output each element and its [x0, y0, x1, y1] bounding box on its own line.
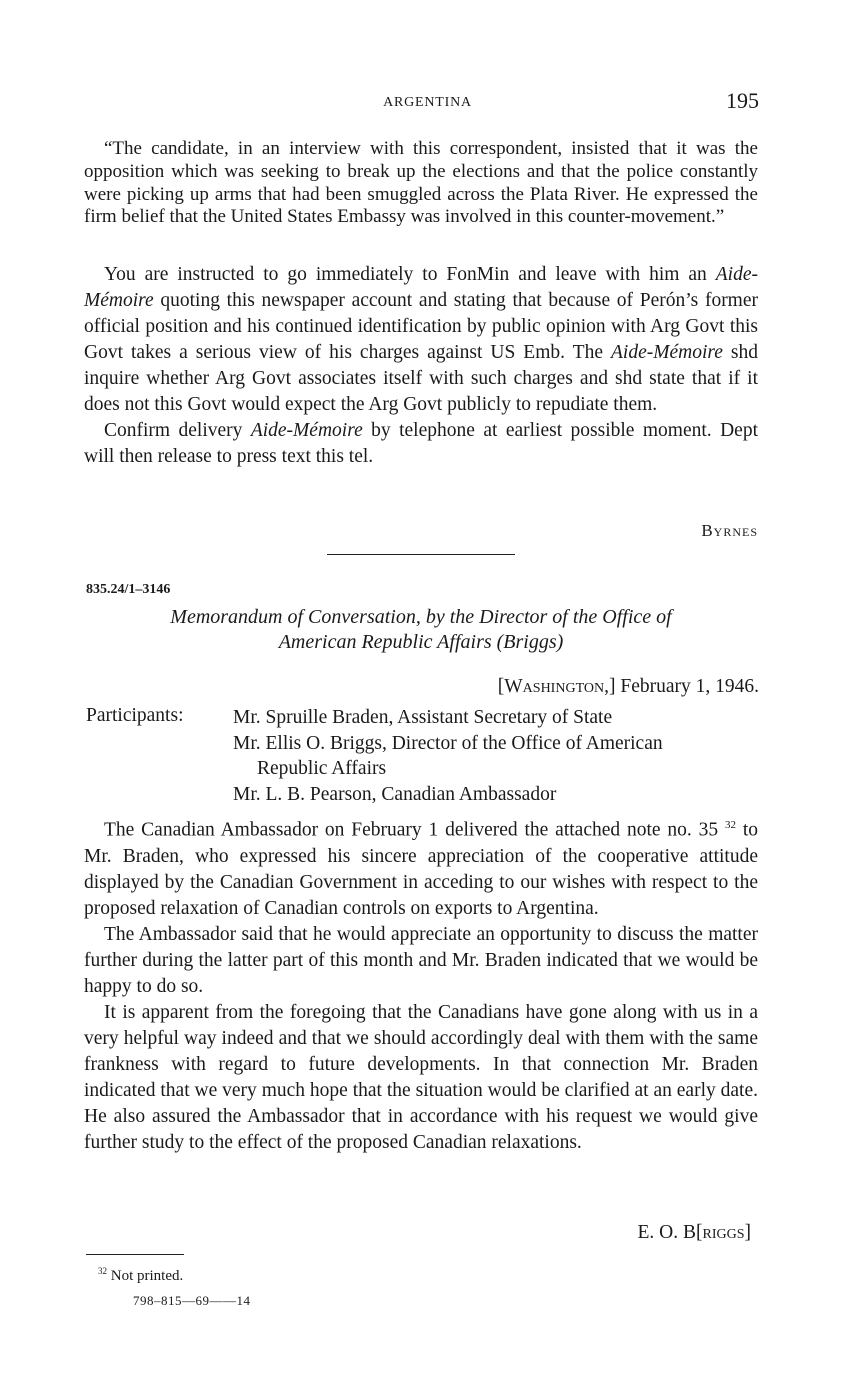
participants-label: Participants: [86, 705, 184, 726]
memo-text: to Mr. Braden, who expressed his sincere appreciation of the cooperative attitude displayed by the Canadian Government in acceding to our wishes with respect to the proposed relaxation of Canadian controls on exports to Argentina. [84, 819, 759, 919]
instruction-text: You are instructed to go immediately to FonMin and leave with him an [104, 264, 716, 285]
footnote-text: Not printed. [107, 1268, 184, 1284]
aide-memoire-term: Aide-Mémoire [84, 264, 758, 311]
participant-item: Mr. Spruille Braden, Assistant Secretary of State [233, 707, 613, 728]
memo-body [84, 812, 758, 1156]
footnote [98, 1266, 183, 1285]
dateline [498, 676, 759, 698]
memo-paragraph-1 [84, 812, 758, 922]
dateline-place: [Washington,] [497, 676, 616, 697]
dateline-date: February 1, 1946. [615, 676, 759, 697]
instruction-text: shd inquire whether Arg Govt associates itself with such charges and shd state that if it does not this Govt would expect the Arg Govt publicly to repudiate them. [84, 342, 758, 415]
telegram-instructions [84, 262, 758, 470]
memo-title-line-1: Memorandum of Conversation, by the Director of the Office of [170, 606, 672, 628]
memo-text: The Canadian Ambassador on February 1 delivered the attached note no. 35 [104, 819, 725, 841]
section-divider [327, 554, 515, 555]
footnote-marker: 32 [98, 1266, 107, 1276]
footnote-reference[interactable]: 32 [724, 819, 736, 831]
participant-item: Mr. L. B. Pearson, Canadian Ambassador [233, 783, 557, 805]
quoted-newspaper-paragraph [84, 138, 758, 229]
instruction-text: quoting this newspaper account and stating that because of Perón’s former official position and his continued identification by public opinion with Arg Govt this Govt takes a serious view of his charges against US Emb. The [84, 290, 758, 363]
aide-memoire-term: Aide-Mémoire [610, 342, 723, 363]
signature-briggs [638, 1222, 752, 1244]
participants-list [233, 705, 758, 807]
memo-paragraph-2: The Ambassador said that he would appreciate an opportunity to discuss the matter further during the latter part of this month and Mr. Braden indicated that we would be happy to do so. [84, 923, 758, 997]
confirm-text: Confirm delivery [104, 420, 251, 441]
file-number: 835.24/1–3146 [86, 582, 171, 597]
confirm-text: by telephone at earliest possible moment. Dept will then release to press text this tel. [84, 420, 759, 467]
participant-item: Republic Affairs [257, 758, 387, 779]
signature-initials: E. O. B [637, 1222, 696, 1243]
print-code: 798–815—69——14 [133, 1293, 251, 1308]
running-head: ARGENTINA [383, 95, 472, 110]
memo-title [84, 605, 758, 655]
quote-text: “The candidate, in an interview with this correspondent, insisted that it was the opposition which was seeking to break up the elections and that the police constantly were picking up arms that had been smuggled across the Plata River. He expressed the firm belief that the United States Embassy was involved in this counter-movement.” [84, 138, 758, 228]
memo-paragraph-3: It is apparent from the foregoing that the Canadians have gone along with us in a very helpful way indeed and that we should accordingly deal with them with the same frankness with regard to future developments. In that connection Mr. Braden indicated that we very much hope that the situation would be clarified at an early date. He also assured the Ambassador that in accordance with his request we would give further study to the effect of the proposed Canadian relaxations. [84, 1001, 758, 1153]
confirm-paragraph [84, 418, 758, 470]
aide-memoire-term: Aide-Mémoire [250, 420, 363, 441]
page-number: 195 [726, 88, 759, 113]
signature-rest: [riggs] [696, 1222, 751, 1243]
signature-byrnes: Byrnes [701, 521, 758, 540]
participant-item: Mr. Ellis O. Briggs, Director of the Office of American [233, 732, 663, 754]
memo-title-line-2: American Republic Affairs (Briggs) [278, 631, 564, 653]
instruction-paragraph [84, 262, 758, 418]
footnote-divider [86, 1254, 184, 1255]
